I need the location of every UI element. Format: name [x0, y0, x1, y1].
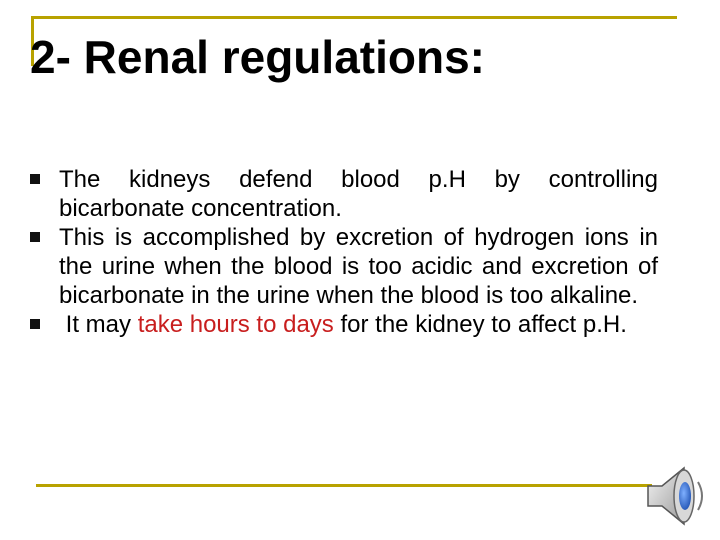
bullet-item-timing [26, 310, 658, 339]
frame-bottom-line [36, 484, 652, 487]
bullet-square-icon [30, 174, 40, 184]
bullet-item-excretion [26, 223, 658, 310]
bullet-text: The kidneys defend blood p.H by controlling bicarbonate concentration. [59, 166, 658, 222]
bullet-text-end: for the kidney to affect p.H. [333, 311, 627, 338]
speaker-icon[interactable] [640, 460, 712, 532]
bullet-list [26, 165, 658, 339]
bullet-text-start: It may [59, 311, 138, 338]
bullet-square-icon [30, 232, 40, 242]
bullet-square-icon [30, 319, 40, 329]
bullet-item-kidneys [26, 165, 658, 223]
emphasis-text: take hours to days [137, 311, 334, 338]
bullet-text: This is accomplished by excretion of hydrogen ions in the urine when the blood is too acidic and excretion of bicarbonate in the urine when the blood is too alkaline. [59, 224, 658, 309]
slide-title: 2- Renal regulations: [30, 31, 485, 83]
frame-top-line [31, 16, 677, 19]
